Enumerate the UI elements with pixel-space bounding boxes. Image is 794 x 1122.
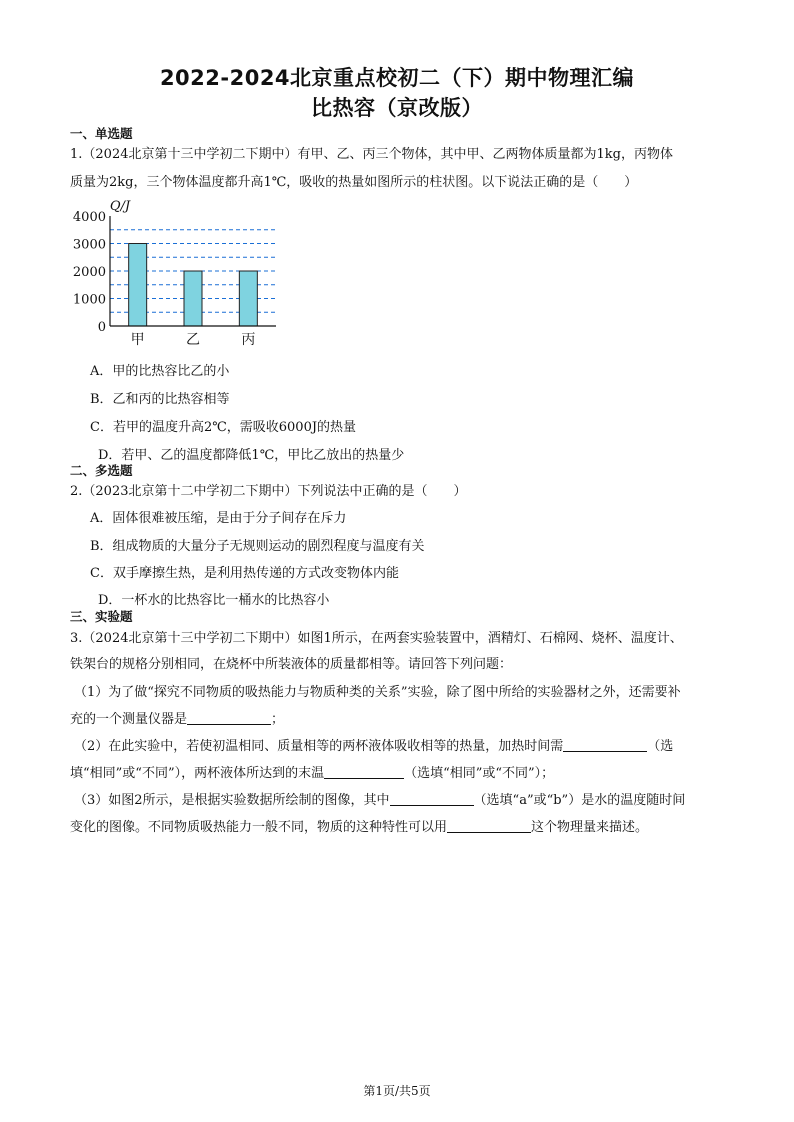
page-number: 第1页/共5页 (363, 1084, 431, 1098)
answer-blank-3[interactable] (324, 766, 404, 779)
section-heading-experiment: 三、实验题 (70, 609, 133, 624)
q3-part3-text-d: 这个物理量来描述。 (531, 820, 649, 835)
q3-part1-line2 (70, 708, 284, 727)
q3-part3-text-b: （选填“a”或“b”）是水的温度随时间 (473, 793, 686, 808)
y-tick-label-3: 3000 (72, 237, 106, 253)
q3-part2-line2 (70, 762, 554, 781)
bar-chart (70, 194, 290, 354)
q3-part3-line2 (70, 816, 648, 835)
section-heading-single-choice: 一、单选题 (70, 126, 133, 141)
x-tick-label-0: 甲 (130, 332, 145, 348)
q3-part3-line1 (74, 789, 685, 808)
q3-part1-end: ； (271, 712, 285, 727)
q2-option-c: C．双手摩擦生热，是利用热传递的方式改变物体内能 (90, 566, 399, 581)
q3-part3-text-a: （3）如图2所示，是根据实验数据所绘制的图像，其中 (74, 793, 390, 808)
document-title: 2022-2024北京重点校初二（下）期中物理汇编 (159, 66, 635, 90)
bar-0 (129, 244, 147, 327)
bar-2 (239, 271, 257, 326)
q3-part2-line1 (74, 735, 673, 754)
y-tick-label-4: 4000 (72, 210, 106, 225)
q1-stem-line2: 质量为2kg，三个物体温度都升高1℃，吸收的热量如图所示的柱状图。以下说法正确的是（ ） (70, 175, 638, 190)
q3-part2-text-a: （2）在此实验中，若使初温相同、质量相等的两杯液体吸收相等的热量，加热时间需 (74, 739, 564, 754)
bar-1 (184, 271, 202, 326)
q2-option-a: A．固体很难被压缩，是由于分子间存在斥力 (90, 511, 347, 526)
q3-stem-line1: 3.（2024北京第十三中学初二下期中）如图1所示，在两套实验装置中，酒精灯、石棉网、烧杯、温度计、 (70, 631, 683, 646)
q3-part2-text-d: （选填“相同”或“不同”）； (404, 766, 555, 781)
answer-blank-1[interactable] (187, 712, 271, 725)
y-axis-label: Q/J (109, 199, 131, 214)
answer-blank-4[interactable] (390, 793, 474, 806)
x-tick-label-2: 丙 (241, 332, 256, 348)
y-tick-label-1: 1000 (72, 292, 106, 308)
x-tick-label-1: 乙 (186, 332, 200, 348)
q1-option-d: D．若甲、乙的温度都降低1℃，甲比乙放出的热量少 (98, 448, 405, 463)
answer-blank-2[interactable] (563, 739, 647, 752)
y-tick-label-2: 2000 (72, 265, 106, 280)
q2-option-b: B．组成物质的大量分子无规则运动的剧烈程度与温度有关 (90, 539, 425, 554)
document-subtitle: 比热容（京改版） (311, 96, 483, 120)
q2-stem: 2.（2023北京第十二中学初二下期中）下列说法中正确的是（ ） (70, 484, 467, 499)
q3-part2-text-c: 填“相同”或“不同”），两杯液体所达到的末温 (70, 766, 325, 781)
q1-option-c: C．若甲的温度升高2℃，需吸收6000J的热量 (90, 420, 357, 435)
answer-blank-5[interactable] (447, 820, 531, 833)
y-tick-label-0: 0 (97, 320, 106, 335)
q2-option-d: D．一杯水的比热容比一桶水的比热容小 (98, 593, 330, 608)
q3-part1-line1: （1）为了做“探究不同物质的吸热能力与物质种类的关系”实验，除了图中所给的实验器材之外，还需要补 (74, 685, 681, 700)
q1-option-b: B．乙和丙的比热容相等 (90, 392, 230, 407)
q3-part1-text: 充的一个测量仪器是 (70, 712, 188, 727)
q1-stem-line1: 1.（2024北京第十三中学初二下期中）有甲、乙、丙三个物体，其中甲、乙两物体质量都为1kg，丙物体 (70, 147, 673, 162)
q3-part2-text-b: （选 (647, 739, 674, 754)
section-heading-multiple-choice: 二、多选题 (70, 463, 133, 478)
q1-option-a: A．甲的比热容比乙的小 (90, 364, 230, 379)
q3-part3-text-c: 变化的图像。不同物质吸热能力一般不同，物质的这种特性可以用 (70, 820, 448, 835)
q3-stem-line2: 铁架台的规格分别相同，在烧杯中所装液体的质量都相等。请回答下列问题： (70, 657, 513, 672)
